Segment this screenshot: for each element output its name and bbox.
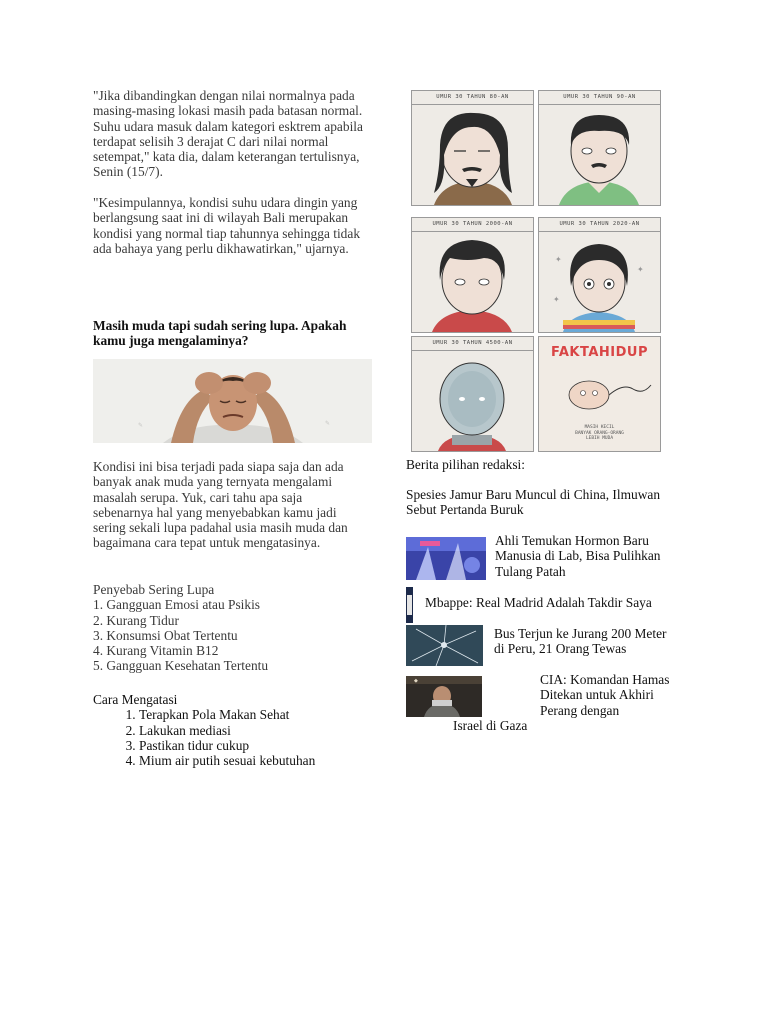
solutions-title: Cara Mengatasi [93, 692, 178, 707]
editor-picks-title: Berita pilihan redaksi: [406, 457, 525, 472]
news-link-jamur[interactable]: Spesies Jamur Baru Muncul di China, Ilmuwan Sebut Pertanda Buruk [406, 487, 661, 518]
cause-item: 2. Kurang Tidur [93, 612, 179, 628]
comic-panel-2000s [411, 217, 534, 333]
news-title-bus[interactable]: Bus Terjun ke Jurang 200 Meter di Peru, 21 Orang Tewas [494, 626, 667, 657]
article-quote-conclusion: "Kesimpulannya, kondisi suhu udara dingin yang berlangsung saat ini di wilayah Bali merupakan kondisi yang normal tiap tahunnya sehingga tidak ada bahaya yang perlu dikhawatirkan," ujarnya. [93, 195, 361, 256]
news-thumb-lab[interactable] [406, 537, 486, 580]
news-title-mbappe[interactable]: Mbappe: Real Madrid Adalah Takdir Saya [425, 595, 652, 610]
news-item-cia[interactable] [406, 672, 676, 734]
causes-title: Penyebab Sering Lupa [93, 582, 215, 597]
comic-panel-4500s [411, 336, 534, 452]
comic-panel-2020s [538, 217, 661, 333]
feature-intro: Kondisi ini bisa terjadi pada siapa saja dan ada banyak anak muda yang ternyata mengalami masalah serupa. Yuk, cari tahu apa saja sebenarnya hal yang menyebabkan kamu jadi sering sekali lupa padahal usia masih muda dan bagaimana cara tepat untuk mengatasinya. [93, 459, 348, 551]
news-title-hormon[interactable]: Ahli Temukan Hormon Baru Manusia di Lab, Bisa Pulihkan Tulang Patah [495, 533, 661, 579]
cause-item: 3. Konsumsi Obat Tertentu [93, 627, 238, 643]
article-quote-bmkg: "Jika dibandingkan dengan nilai normalnya pada masing-masing lokasi masih pada batasan normal. Suhu udara masuk dalam kategori esktrem apabila terdapat selisih 3 derajat C dari nilai normal setempat," kata dia, dalam keterangan tertulisnya, Senin (15/7). [93, 88, 363, 180]
news-item-bus[interactable] [406, 625, 676, 667]
feature-heading: Masih muda tapi sudah sering lupa. Apakah kamu juga mengalaminya? [93, 318, 347, 349]
news-item-hormon[interactable] [406, 533, 676, 581]
news-thumb-cia[interactable] [406, 676, 482, 717]
comic-panel-faktahidup [538, 336, 661, 452]
svg-text:✎: ✎ [138, 422, 144, 429]
comic-caption: UMUR 30 TAHUN 80-AN [412, 91, 533, 105]
comic-caption: UMUR 30 TAHUN 2020-AN [539, 218, 660, 232]
svg-text:◆: ◆ [414, 678, 418, 684]
svg-text:✎: ✎ [325, 420, 331, 427]
svg-text:✦: ✦ [555, 255, 562, 264]
comic-caption: UMUR 30 TAHUN 90-AN [539, 91, 660, 105]
faktahidup-logo: FAKTAHIDUP [550, 345, 649, 360]
comic-panel-80s [411, 90, 534, 206]
comic-panel-90s [538, 90, 661, 206]
cause-item: 4. Kurang Vitamin B12 [93, 643, 219, 659]
news-thumb-bus[interactable] [406, 625, 483, 666]
cause-item: 1. Gangguan Emosi atau Psikis [93, 597, 260, 613]
comic-caption: UMUR 30 TAHUN 2000-AN [412, 218, 533, 232]
solution-item: 2. Lakukan mediasi [139, 723, 383, 738]
news-title-cia[interactable]: CIA: Komandan Hamas Ditekan untuk Akhiri Perang dengan [540, 672, 670, 718]
news-title-cia-cont[interactable]: Israel di Gaza [453, 718, 528, 733]
solution-item: 4. Mium air putih sesuai kebutuhan [139, 753, 383, 768]
solution-item: 3. Pastikan tidur cukup [139, 738, 383, 753]
causes-list [93, 582, 363, 674]
news-item-mbappe[interactable] [406, 587, 676, 623]
comic-caption: UMUR 30 TAHUN 4500-AN [412, 337, 533, 351]
news-thumb-mbappe[interactable] [406, 587, 413, 623]
stressed-man-photo [93, 359, 372, 443]
faktahidup-caption: MASIH KECIL BANYAK ORANG-ORANG LEBIH MUDA [575, 425, 624, 441]
cause-item: 5. Gangguan Kesehatan Tertentu [93, 658, 269, 674]
svg-text:✦: ✦ [637, 265, 644, 274]
solutions-list [93, 692, 383, 768]
svg-text:✦: ✦ [553, 295, 560, 304]
solution-item: 1. Terapkan Pola Makan Sehat [139, 707, 383, 722]
